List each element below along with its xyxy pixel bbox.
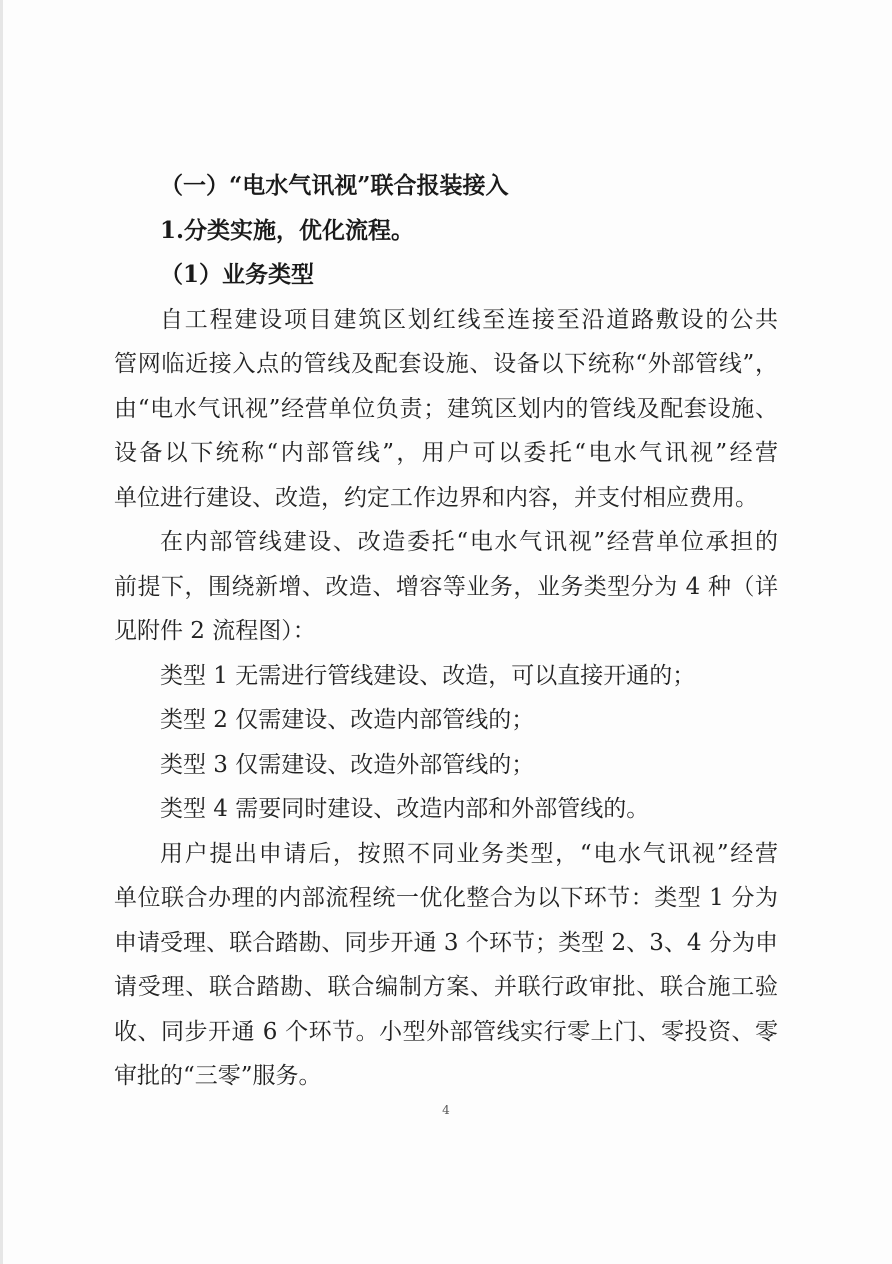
paragraph-line: 自工程建设项目建筑区划红线至连接至沿道路敷设的公共 bbox=[160, 306, 778, 333]
paragraph-line: 管网临近接入点的管线及配套设施、设备以下统称“外部管线”， bbox=[114, 351, 778, 377]
paragraph-line: 在内部管线建设、改造委托“电水气讯视”经营单位承担的 bbox=[160, 529, 778, 555]
paragraph-line: 见附件 2 流程图）： bbox=[114, 618, 316, 644]
paragraph-line: 单位联合办理的内部流程统一优化整合为以下环节：类型 1 分为 bbox=[114, 885, 778, 911]
section-heading: （一）“电水气讯视”联合报装接入 bbox=[160, 172, 509, 199]
paragraph-line: 单位进行建设、改造，约定工作边界和内容，并支付相应费用。 bbox=[114, 484, 758, 511]
paragraph-line: 请受理、联合踏勘、联合编制方案、并联行政审批、联合施工验 bbox=[114, 974, 778, 1000]
type-item: 类型 2 仅需建设、改造内部管线的； bbox=[160, 707, 535, 733]
paragraph-line: 前提下，围绕新增、改造、增容等业务，业务类型分为 4 种（详 bbox=[114, 573, 778, 600]
paragraph-line: 收、同步开通 6 个环节。小型外部管线实行零上门、零投资、零 bbox=[114, 1018, 778, 1045]
paragraph-line: 由“电水气讯视”经营单位负责；建筑区划内的管线及配套设施、 bbox=[114, 395, 778, 422]
page-number: 4 bbox=[442, 1103, 450, 1117]
paragraph-line: 用户提出申请后，按照不同业务类型，“电水气讯视”经营 bbox=[160, 840, 778, 867]
scan-edge bbox=[0, 0, 3, 1264]
type-item: 类型 3 仅需建设、改造外部管线的； bbox=[160, 751, 535, 778]
paragraph-line: 审批的“三零”服务。 bbox=[114, 1063, 322, 1089]
document-body bbox=[114, 164, 778, 1099]
paragraph-line: 设备以下统称“内部管线”，用户可以委托“电水气讯视”经营 bbox=[114, 440, 778, 466]
type-item: 类型 4 需要同时建设、改造内部和外部管线的。 bbox=[160, 796, 650, 822]
subsection-heading: 1.分类实施，优化流程。 bbox=[160, 216, 415, 244]
type-item: 类型 1 无需进行管线建设、改造，可以直接开通的； bbox=[160, 662, 696, 689]
paragraph-line: 申请受理、联合踏勘、同步开通 3 个环节；类型 2、3、4 分为申 bbox=[114, 929, 778, 956]
item-heading: （1）业务类型 bbox=[160, 261, 315, 288]
